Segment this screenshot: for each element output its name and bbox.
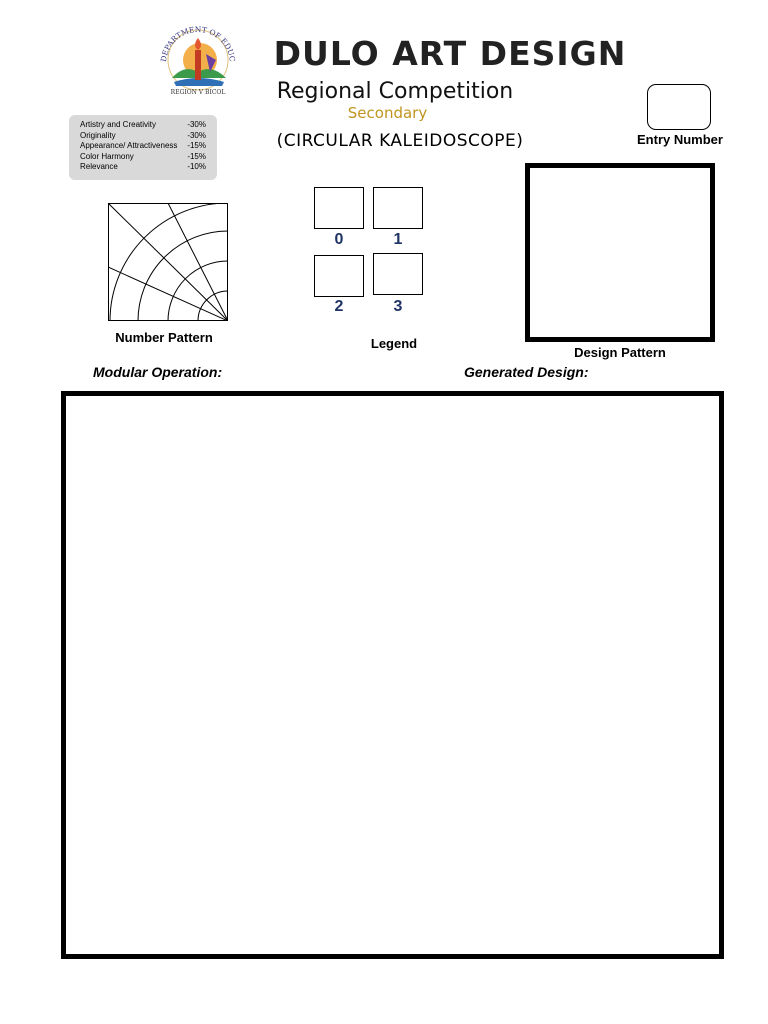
category-label: (CIRCULAR KALEIDOSCOPE): [276, 131, 524, 151]
criteria-name: Artistry and Creativity: [80, 120, 157, 129]
generated-design-label: Generated Design:: [464, 364, 589, 380]
criteria-name: Color Harmony: [80, 151, 134, 161]
legend-number: 1: [393, 231, 403, 248]
criteria-percent: -10%: [187, 162, 206, 171]
entry-number-box[interactable]: [647, 84, 711, 130]
entry-number-label: Entry Number: [637, 132, 723, 147]
criteria-row: [80, 131, 206, 142]
criteria-row: [80, 162, 206, 173]
criteria-name: Originality: [80, 130, 116, 140]
page-title: DULO ART DESIGN: [273, 34, 627, 73]
criteria-row: [80, 120, 206, 131]
level-label: Secondary: [347, 104, 428, 122]
legend-number: 3: [393, 298, 403, 315]
number-pattern-diagram: [108, 203, 228, 321]
logo-bottom-text: REGION V BICOL: [170, 89, 226, 96]
legend-label: Legend: [370, 336, 418, 351]
criteria-name: Relevance: [80, 162, 118, 171]
legend-box-1: [373, 187, 423, 229]
legend-number: 0: [334, 231, 344, 248]
criteria-percent: -30%: [187, 120, 206, 129]
criteria-row: [80, 141, 206, 152]
modular-operation-label: Modular Operation:: [93, 364, 223, 380]
legend-box-2: [314, 255, 364, 297]
number-pattern-label: Number Pattern: [115, 330, 213, 345]
criteria-percent: -15%: [187, 141, 206, 150]
logo-top-text: DEPARTMENT OF EDUC: [159, 24, 237, 63]
competition-subtitle: Regional Competition: [276, 79, 514, 104]
legend-number: 2: [334, 298, 344, 315]
criteria-name: Appearance/ Attractiveness: [80, 141, 178, 150]
criteria-percent: -30%: [187, 130, 206, 140]
legend-box-3: [373, 253, 423, 295]
drawing-work-area[interactable]: [61, 391, 724, 959]
legend-box-0: [314, 187, 364, 229]
design-pattern-label: Design Pattern: [574, 345, 666, 360]
criteria-percent: -15%: [187, 151, 206, 161]
criteria-row: [80, 152, 206, 163]
criteria-box: [69, 115, 217, 180]
design-pattern-box[interactable]: [525, 163, 715, 342]
